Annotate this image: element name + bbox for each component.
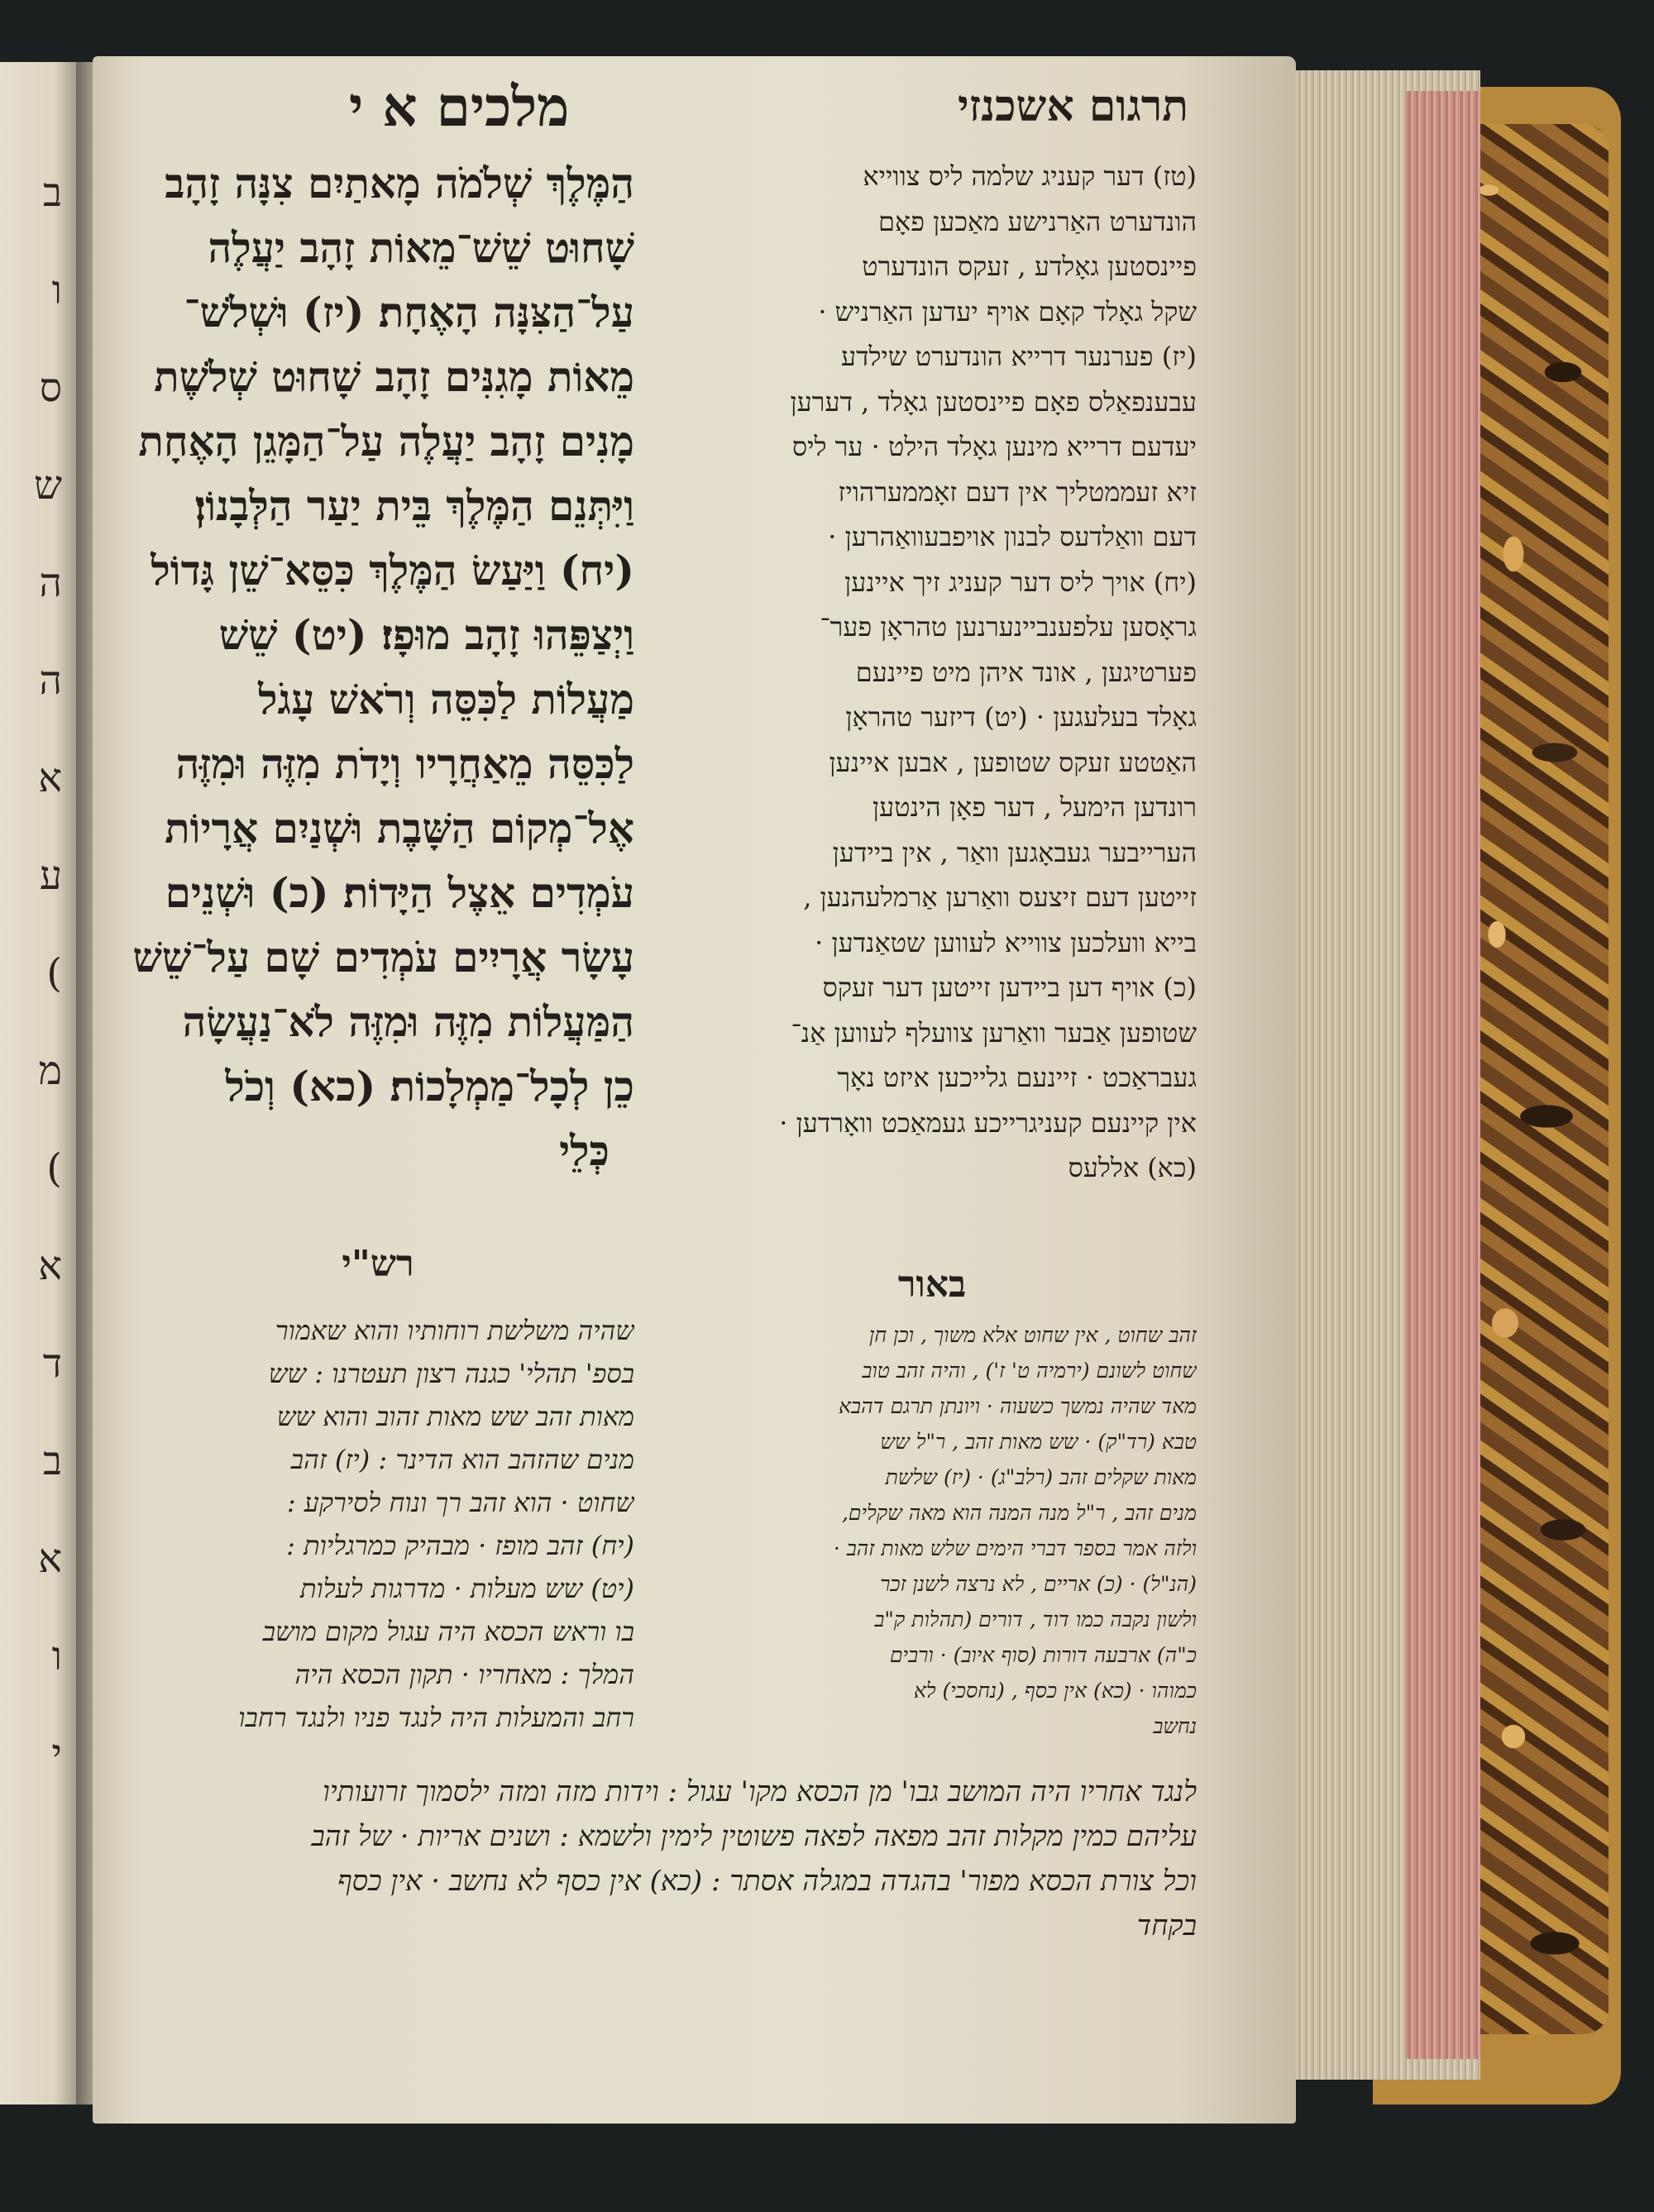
text-line: (יח) זהב מופז · מבהיק כמרגליות :: [286, 1530, 634, 1561]
text-line: בקחד: [1136, 1909, 1197, 1942]
text-line: מַעֲלוֹת לַכִּסֵּה וְרֹאשׁ עָגֹל: [258, 675, 634, 724]
text-line: גראָסען עלפענביינערנען טהראָן פער־: [820, 611, 1197, 643]
text-line: וכל צורת הכסא מפור' בהגדה במגלה אסתר : (כא) אין כסף לא נחשב · אין כסף: [337, 1865, 1197, 1898]
text-line: ולשון נקבה כמו דוד , דורים (תהלות ק"ב: [874, 1608, 1197, 1632]
text-line: כֵן לְכָל־מַמְלָכוֹת׃ (כא) וְכֹל: [225, 1062, 634, 1111]
facing-page-letter: א: [38, 755, 62, 801]
marbled-endpaper: [1464, 124, 1609, 2034]
red-page-edges: [1406, 91, 1480, 2059]
facing-page-letter: ע: [39, 853, 62, 899]
text-line: (הנ"ל) · (כ) אריים , לא נרצה לשנן זכר: [880, 1572, 1197, 1596]
text-line: כ"ה) ארבעה דורות (סוף איוב) · ורבים: [889, 1643, 1197, 1667]
text-line: מֵאוֹת מָגִנִּים זָהָב שָׁחוּט שְׁלֹשֶׁת: [154, 352, 634, 401]
text-line: בו וראש הכסא היה עגול מקום מושב: [262, 1616, 634, 1647]
facing-page-letter: (: [46, 1145, 62, 1192]
text-line: שהיה משלשת רוחותיו והוא שאמור: [275, 1315, 634, 1346]
text-line: כְּלֵי: [559, 1126, 609, 1175]
text-line: (יז) פערנער דרייא הונדערט שילדע: [841, 341, 1197, 372]
text-line: שקל גאָלד קאָם אויף יעדען האַרניש ·: [818, 295, 1197, 327]
text-line: האַטטע זעקס שטופען , אבען איינען: [829, 746, 1197, 778]
text-line: בספ' תהלי' כגנה רצון תעטרנו : שש: [268, 1358, 634, 1389]
text-line: רחב והמעלות היה לנגד פניו ולנגד רחבו: [238, 1702, 634, 1733]
biur-heading: באור: [897, 1264, 967, 1306]
facing-page-letter: י: [51, 1731, 62, 1777]
running-head-left: מלכים א י: [349, 74, 570, 139]
text-line: פערטיגען , אונד איהן מיט פיינעם: [855, 656, 1197, 688]
facing-page-letter: ד: [42, 1340, 62, 1387]
text-line: (כ) אויף דען ביידען זייטען דער זעקס: [822, 972, 1197, 1003]
facing-page-letter: ו: [51, 267, 62, 313]
running-head-right: תרגום אשכנזי: [958, 81, 1188, 131]
text-line: זהב שחוט , אין שחוט אלא משוך , וכן חן: [868, 1323, 1197, 1347]
text-line: מאד שהיה נמשך כשעוה · ויונתן תרגם דהבא: [839, 1394, 1197, 1418]
text-line: שטופען אַבער וואַרען צוועלף לעווען אַנ־: [791, 1016, 1197, 1049]
facing-page-letter: מ: [38, 1048, 62, 1094]
book-page: [93, 56, 1296, 2124]
text-line: מנים זהב , ר"ל מנה המנה הוא מאה שקלים,: [841, 1501, 1197, 1525]
text-line: בייא וועלכען צווייא לעווען שטאַנדען ·: [815, 926, 1197, 958]
text-line: יעדעם דרייא מינען גאָלד הילט · ער ליס: [791, 431, 1197, 462]
text-line: שחוט · הוא זהב רך ונוח לסירקע :: [286, 1487, 634, 1518]
facing-page-letter: ו: [51, 1633, 62, 1679]
facing-page-letter: (: [46, 950, 62, 996]
text-line: הַמַּעֲלוֹת מִזֶּה וּמִזֶּה לֹא־נַעֲשָׂה: [182, 997, 634, 1046]
text-line: אין קיינעם קעניגרייכע געמאַכט וואָרדען ·: [779, 1106, 1197, 1139]
text-line: זייטען דעם זיצעס וואַרען אַרמלעהנען ,: [803, 881, 1197, 913]
text-line: (יח) וַיַּעַשׂ הַמֶּלֶךְ כִּסֵּא־שֵׁן גָּדוֹל: [151, 546, 634, 595]
text-line: הַמֶּלֶךְ שְׁלֹמֹה מָאתַיִם צִנָּה זָהָב: [165, 159, 634, 208]
text-line: מאות זהב שש מאות זהוב והוא שש: [276, 1401, 634, 1432]
text-line: המלך : מאחריו · תקון הכסא היה: [294, 1659, 634, 1690]
text-line: ולזה אמר בספר דברי הימים שלש מאות זהב ·: [833, 1536, 1197, 1560]
facing-page-letter: ב: [42, 170, 62, 216]
facing-page-fragment: [0, 62, 79, 2105]
text-line: עָשָׂר אֲרָיִים עֹמְדִים שָׁם עַל־שֵׁשׁ: [132, 933, 634, 982]
text-line: וַיְצַפֵּהוּ זָהָב מוּפָז׃ (יט) שֵׁשׁ: [218, 610, 634, 659]
text-line: (יט) שש מעלות · מדרגות לעלות: [300, 1573, 634, 1604]
text-line: מאות שקלים זהב (רלב"ג) · (יז) שלשת: [885, 1465, 1197, 1489]
text-line: עבענפאַלס פאָם פיינסטען גאָלד , דערען: [790, 385, 1197, 418]
text-line: שָׁחוּט שֵׁשׁ־מֵאוֹת זָהָב יַעֲלֶה: [208, 223, 634, 272]
text-line: גאָלד בעלעגען · (יט) דיזער טהראָן: [845, 701, 1197, 733]
text-line: פיינסטען גאָלדע , זעקס הונדערט: [862, 251, 1197, 282]
facing-page-letter: ש: [34, 462, 62, 509]
text-line: געבראַכט · זיינעם גלייכען איזט נאָך: [837, 1062, 1197, 1093]
rashi-continuation: [105, 1770, 1197, 1948]
text-line: זיא זעממטליך אין דעם זאָממערהויז: [838, 475, 1197, 508]
facing-page-letter: ס: [39, 365, 62, 411]
rashi-commentary-column: [122, 1309, 634, 1739]
text-line: (כא) אללעס: [1068, 1152, 1197, 1183]
facing-page-letter: א: [38, 1536, 62, 1582]
text-line: (טז) דער קעניג שלמה ליס צווייא: [863, 160, 1197, 192]
text-line: הערייבער געבאָגען וואַר , אין ביידען: [832, 836, 1197, 868]
text-line: מָנִים זָהָב יַעֲלֶה עַל־הַמָּגֵן הָאֶחָת: [138, 417, 634, 466]
facing-page-letter: ה: [39, 657, 62, 704]
facing-page-letter: ה: [39, 560, 62, 606]
text-line: עַל־הַצִּנָּה הָאֶחָת׃ (יז) וּשְׁלֹשׁ־: [184, 288, 634, 337]
text-line: כמוהו · (כא) אין כסף , (נחסכי) לא: [913, 1679, 1197, 1703]
text-line: עֹמְדִים אֵצֶל הַיָּדוֹת׃ (כ) וּשְׁנֵים: [165, 868, 634, 917]
text-line: טבא (רד"ק) · שש מאות זהב , ר"ל שש: [880, 1430, 1197, 1454]
facing-page-letter: א: [38, 1243, 62, 1289]
text-line: הונדערט האַרנישע מאַכען פאָם: [878, 205, 1197, 237]
yiddish-translation-column: [667, 154, 1197, 1191]
text-line: רונדען הימעל , דער פאָן הינטען: [872, 791, 1197, 823]
text-line: (יח) אויך ליס דער קעניג זיך איינען: [844, 566, 1197, 598]
text-line: שחוט לשונם (ירמיה ט' ז') , והיה זהב טוב: [862, 1359, 1197, 1383]
biur-commentary-column: [659, 1317, 1197, 1744]
text-line: מנים שהזהב הוא הדינר : (יז) זהב: [290, 1444, 634, 1475]
text-line: דעם וואַלדעס לבנון אויפבעוואַהרען ·: [828, 521, 1197, 552]
hebrew-text-column: [122, 151, 634, 1183]
text-line: לַכִּסֵּה מֵאַחֲרָיו וְיָדֹת מִזֶּה וּמִזֶּה: [175, 739, 634, 788]
text-line: נחשב: [1153, 1714, 1197, 1738]
text-line: עליהם כמין מקלות זהב מפאה לפאה פשוטין לימין ולשמא : ושנים אריות · של זהב: [311, 1820, 1197, 1853]
rashi-heading: רש"י: [342, 1243, 414, 1285]
text-line: אֶל־מְקוֹם הַשָּׁבֶת וּשְׁנַיִם אֲרָיוֹת: [165, 804, 634, 853]
text-line: וַיִּתְּנֵם הַמֶּלֶךְ בֵּית יַעַר הַלְּבָנוֹן׃: [194, 481, 634, 530]
text-line: לנגד אחריו היה המושב גבו' מן הכסא מקו' עגול : וידות מזה ומזה ילסמוך זרועותיו: [323, 1775, 1197, 1808]
facing-page-letter: ב: [42, 1438, 62, 1484]
